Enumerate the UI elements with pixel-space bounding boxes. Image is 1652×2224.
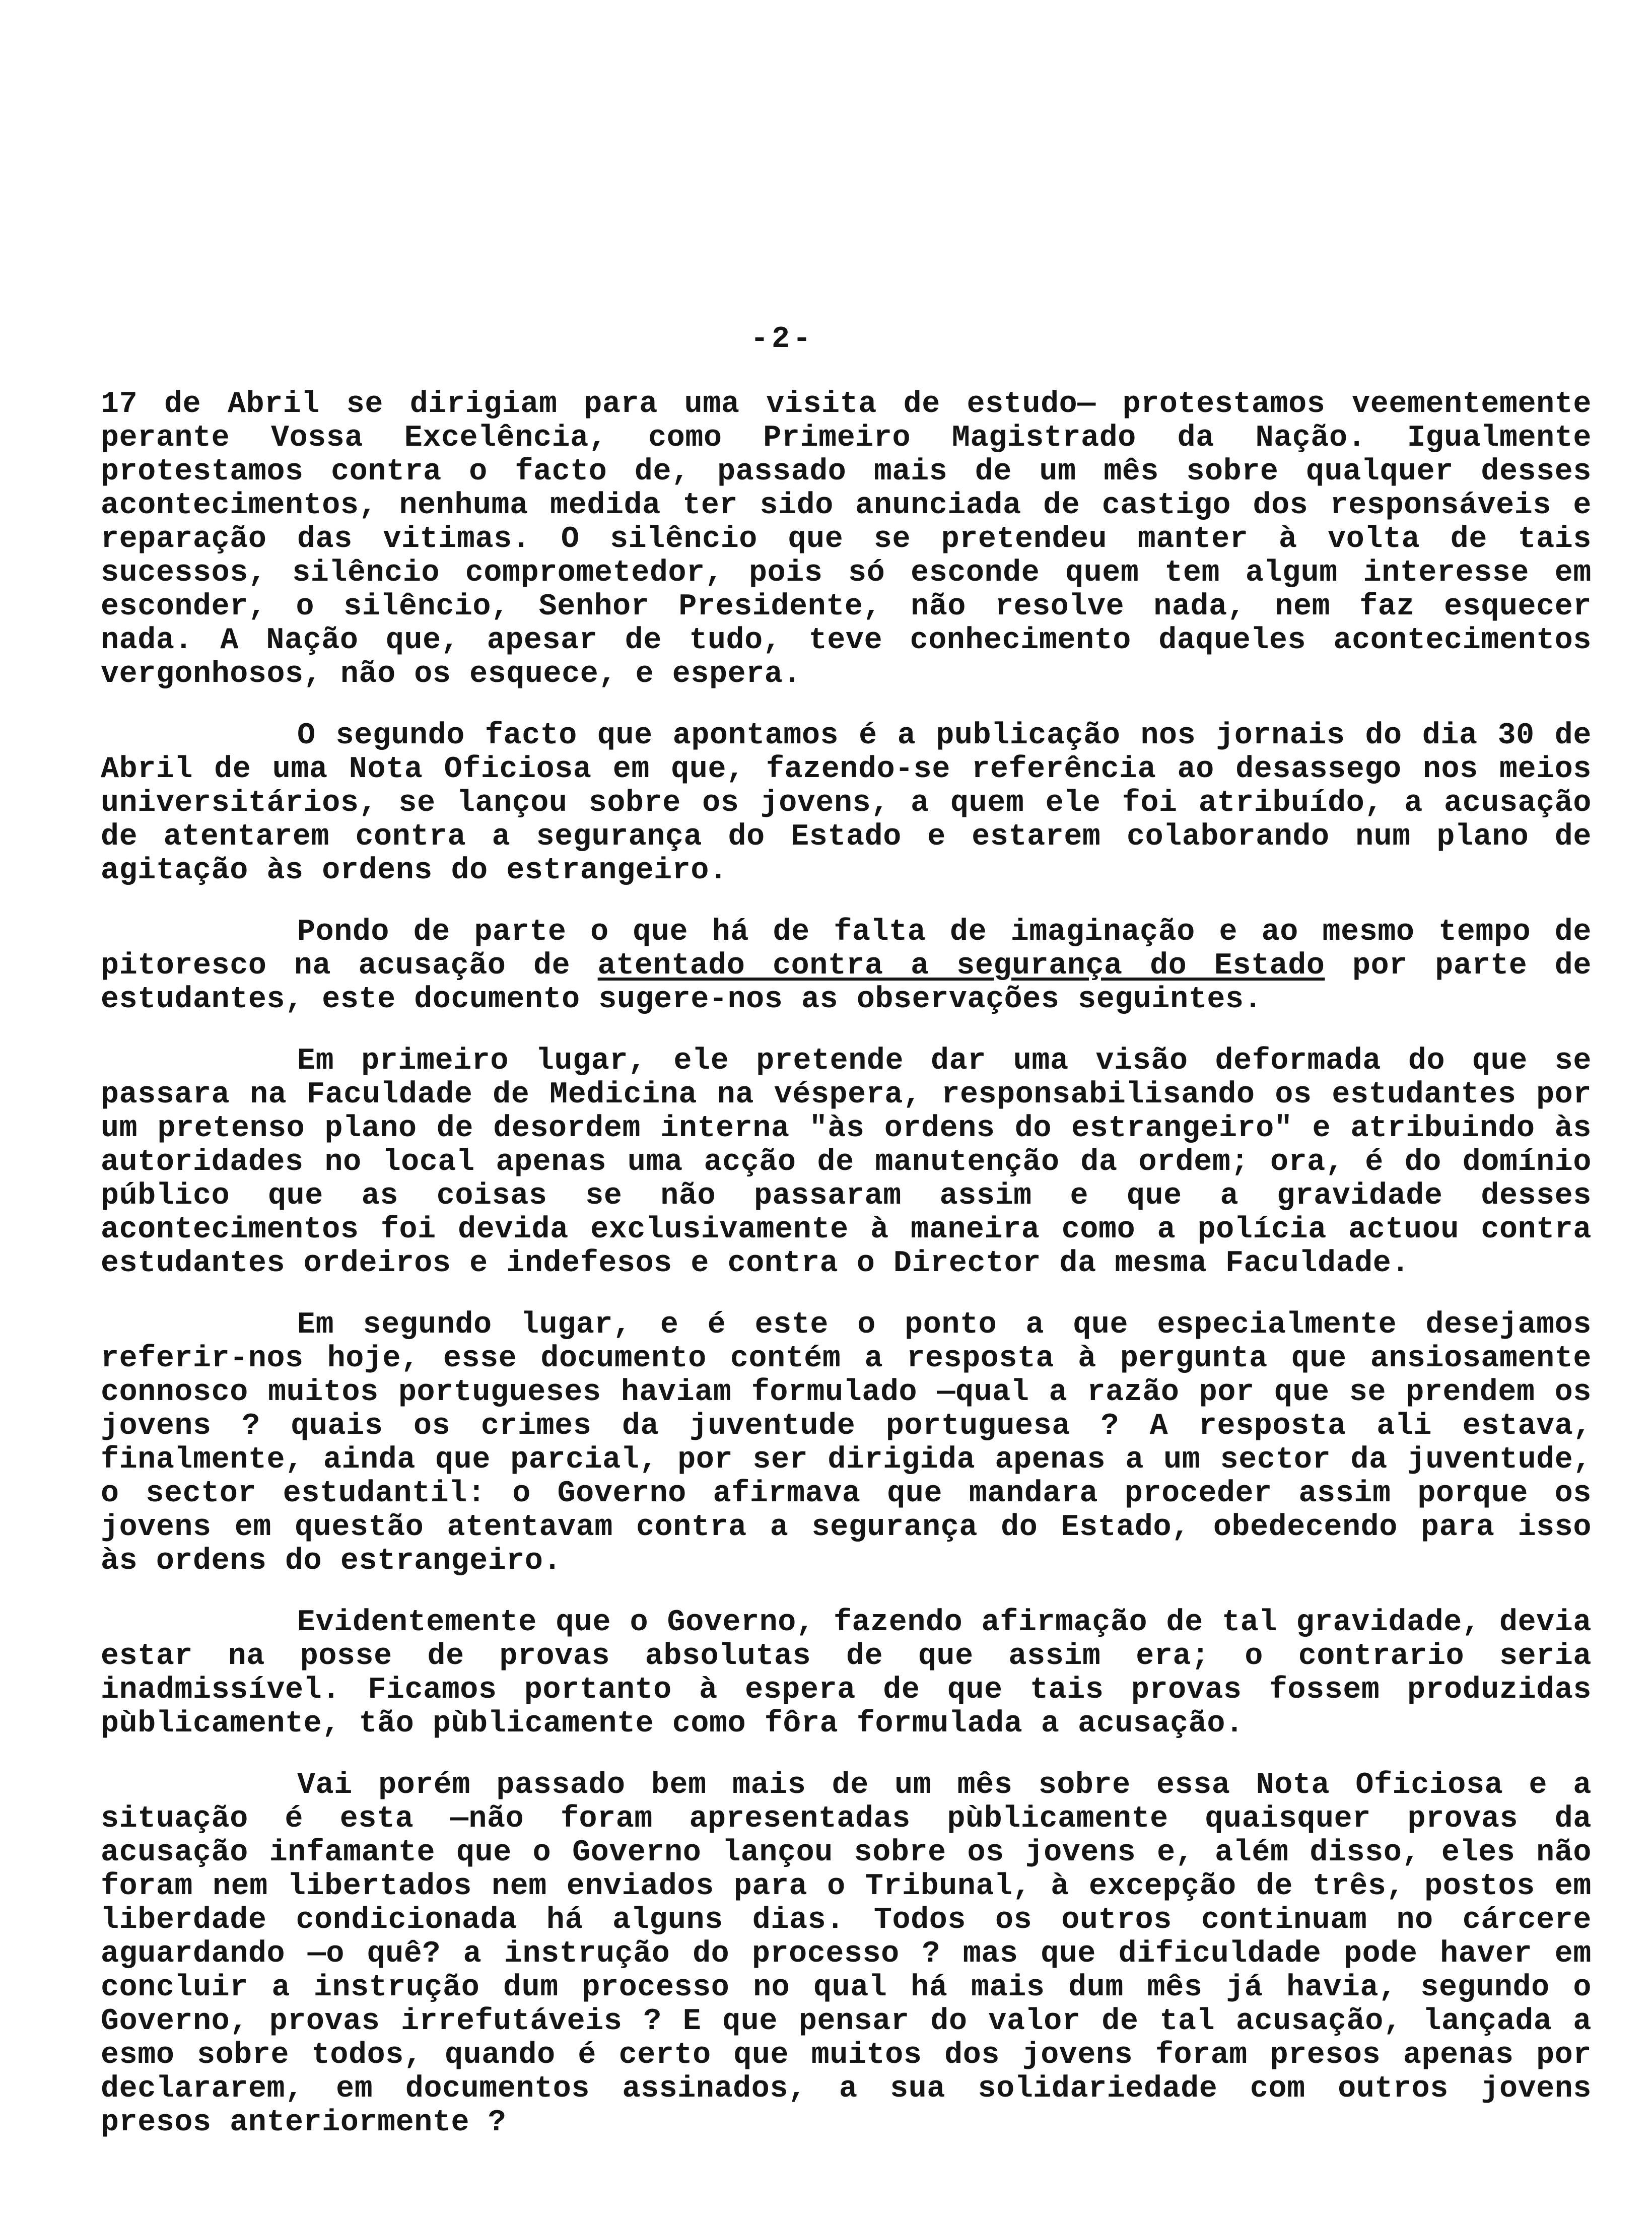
paragraph-3: [101, 916, 1592, 1017]
paragraph-7: Vai porém passado bem mais de um mês sobre essa Nota Oficiosa e a situação é esta —não foram apresentadas pùblicamente quaisquer provas da acusação infamante que o Governo lançou sobre os jovens e, além disso, eles não foram nem libertados nem enviados para o Tribunal, à excepção de três, postos em liberdade condicionada há alguns dias. Todos os outros continuam no cárcere aguardando —o quê? a instrução do processo ? mas que dificuldade pode haver em concluir a instrução dum processo no qual há mais dum mês já havia, segundo o Governo, provas irrefutáveis ? E que pensar do valor de tal acusação, lançada a esmo sobre todos, quando é certo que muitos dos jovens foram presos apenas por declararem, em documentos assinados, a sua solidariedade com outros jovens presos anteriormente ?: [101, 1768, 1592, 2140]
paragraph-5: Em segundo lugar, e é este o ponto a que especialmente desejamos referir-nos hoje, esse documento contém a resposta à pergunta que ansiosamente connosco muitos portugueses haviam formulado —qual a razão por que se prendem os jovens ? quais os crimes da juventude portuguesa ? A resposta ali estava, finalmente, ainda que parcial, por ser dirigida apenas a um sector da juventude, o sector estudantil: o Governo afirmava que mandara proceder assim porque os jovens em questão atentavam contra a segurança do Estado, obedecendo para isso às ordens do estrangeiro.: [101, 1308, 1592, 1578]
paragraph-3-start: Pondo de parte o que há de falta de imaginação e ao mesmo tempo de pitoresco na acusação de: [101, 915, 1592, 983]
page-number: -2-: [750, 322, 814, 357]
paragraph-3-end: por parte de estudantes, este documento sugere-nos as observações seguintes.: [101, 949, 1592, 1017]
paragraph-1: 17 de Abril se dirigiam para uma visita de estudo— protestamos veementemente perante Vossa Excelência, como Primeiro Magistrado da Nação. Igualmente protestamos contra o facto de, passado mais de um mês sobre qualquer desses acontecimentos, nenhuma medida ter sido anunciada de castigo dos responsáveis e reparação das vitimas. O silêncio que se pretendeu manter à volta de tais sucessos, silêncio comprometedor, pois só esconde quem tem algum interesse em esconder, o silêncio, Senhor Presidente, não resolve nada, nem faz esquecer nada. A Nação que, apesar de tudo, teve conhecimento daqueles acontecimentos vergonhosos, não os esquece, e espera.: [101, 387, 1592, 691]
paragraph-4: Em primeiro lugar, ele pretende dar uma visão deformada do que se passara na Faculdade de Medicina na véspera, responsabilisando os estudantes por um pretenso plano de desordem interna "às ordens do estrangeiro" e atribuindo às autoridades no local apenas uma acção de manutenção da ordem; ora, é do domínio público que as coisas se não passaram assim e que a gravidade desses acontecimentos foi devida exclusivamente à maneira como a polícia actuou contra estudantes ordeiros e indefesos e contra o Director da mesma Faculdade.: [101, 1044, 1592, 1281]
paragraph-6: Evidentemente que o Governo, fazendo afirmação de tal gravidade, devia estar na posse de provas absolutas de que assim era; o contrario seria inadmissível. Ficamos portanto à espera de que tais provas fossem produzidas pùblicamente, tão pùblicamente como fôra formulada a acusação.: [101, 1606, 1592, 1741]
underlined-phrase: atentado contra a segurança do Estado: [597, 949, 1325, 983]
paragraph-2: O segundo facto que apontamos é a publicação nos jornais do dia 30 de Abril de uma Nota Oficiosa em que, fazendo-se referência ao desassego nos meios universitários, se lançou sobre os jovens, a quem ele foi atribuído, a acusação de atentarem contra a segurança do Estado e estarem colaborando num plano de agitação às ordens do estrangeiro.: [101, 719, 1592, 888]
letter-body: [101, 388, 1592, 2140]
